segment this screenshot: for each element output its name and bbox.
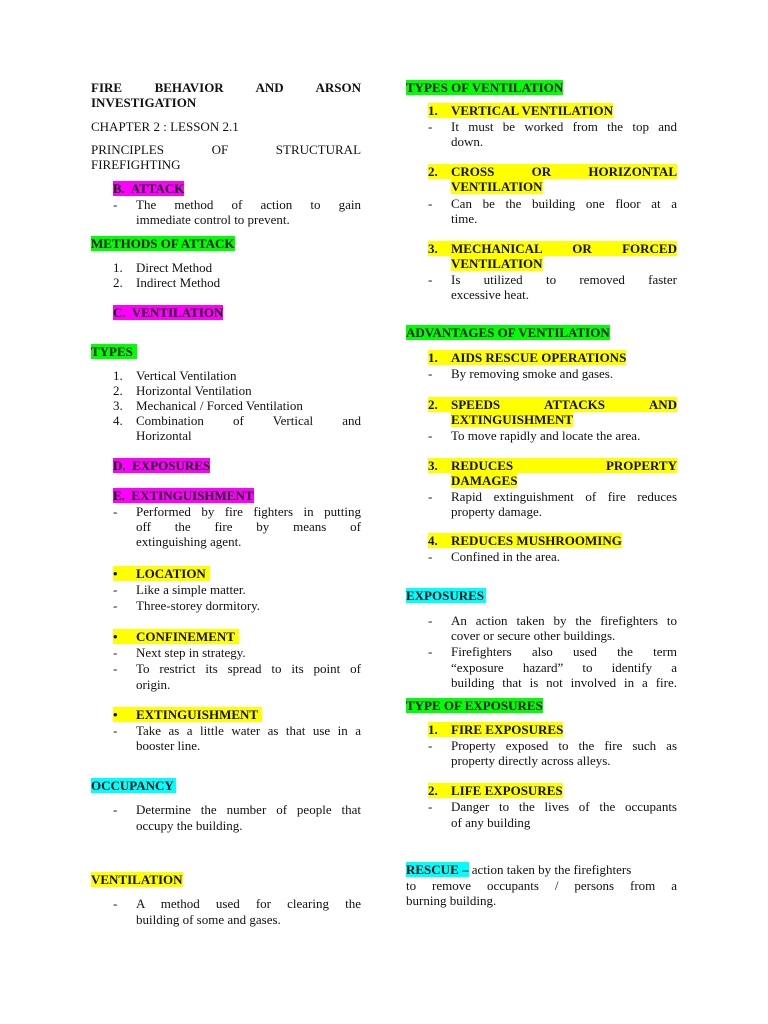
types-item: Mechanical / Forced Ventilation bbox=[136, 398, 303, 413]
dash-marker: - bbox=[113, 723, 118, 738]
bullet-marker: • bbox=[113, 566, 118, 581]
dash-marker: - bbox=[428, 196, 433, 211]
fire-exposures-line2: property directly across alleys. bbox=[451, 753, 611, 768]
exposures-heading: EXPOSURES bbox=[406, 588, 485, 603]
ventilation-c-heading: C. VENTILATION bbox=[113, 305, 224, 320]
principles-line1: PRINCIPLES OF STRUCTURAL bbox=[91, 142, 362, 157]
number-marker: 2. bbox=[428, 164, 438, 179]
ventilation-heading: VENTILATION bbox=[91, 872, 183, 887]
number-marker: 3. bbox=[113, 398, 123, 413]
dash-marker: - bbox=[113, 661, 118, 676]
fire-exposures-title: 1. FIRE EXPOSURES bbox=[428, 722, 564, 737]
number-marker: 1. bbox=[428, 350, 438, 365]
confinement-item: Next step in strategy. bbox=[136, 645, 246, 660]
vertical-ventilation-line2: down. bbox=[451, 134, 484, 149]
confinement-item2-line2: origin. bbox=[136, 677, 171, 692]
number-marker: 2. bbox=[428, 783, 438, 798]
number-marker: 4. bbox=[428, 533, 438, 548]
types-ventilation-heading: TYPES OF VENTILATION bbox=[406, 80, 564, 95]
number-marker: 1. bbox=[113, 368, 123, 383]
mechanical-ventilation-title-line1: 3. MECHANICAL OR FORCED bbox=[428, 241, 677, 256]
doc-title-line2: INVESTIGATION bbox=[91, 95, 197, 110]
number-marker: 1. bbox=[428, 103, 438, 118]
rescue-label: RESCUE – bbox=[406, 862, 469, 877]
dash-marker: - bbox=[428, 272, 433, 287]
principles-line2: FIREFIGHTING bbox=[91, 157, 181, 172]
mechanical-ventilation-line2: excessive heat. bbox=[451, 287, 529, 302]
bullet-marker: • bbox=[113, 629, 118, 644]
extinguishment-e-line3: extinguishing agent. bbox=[136, 534, 242, 549]
dash-marker: - bbox=[428, 549, 433, 564]
speeds-attacks-title-line2: EXTINGUISHMENT bbox=[451, 412, 574, 427]
exposures-b-line1: Firefighters also used the term bbox=[451, 644, 677, 659]
attack-text-line1: The method of action to gain bbox=[136, 197, 361, 212]
number-marker: 3. bbox=[428, 458, 438, 473]
dash-marker: - bbox=[428, 428, 433, 443]
confinement-item2-line1: To restrict its spread to its point of bbox=[136, 661, 361, 676]
extinguishment-line1: Take as a little water as that use in a bbox=[136, 723, 361, 738]
dash-marker: - bbox=[113, 645, 118, 660]
aids-rescue-title: 1. AIDS RESCUE OPERATIONS bbox=[428, 350, 627, 365]
extinguishment-e-heading: E. EXTINGUISHMENT bbox=[113, 488, 254, 503]
extinguishment-e-line1: Performed by fire fighters in putting bbox=[136, 504, 361, 519]
types-heading: TYPES bbox=[91, 344, 137, 359]
location-item: Like a simple matter. bbox=[136, 582, 246, 597]
number-marker: 2. bbox=[428, 397, 438, 412]
dash-marker: - bbox=[113, 896, 118, 911]
mechanical-ventilation-line1: Is utilized to removed faster bbox=[451, 272, 677, 287]
dash-marker: - bbox=[428, 489, 433, 504]
doc-title-line1: FIRE BEHAVIOR AND ARSON bbox=[91, 80, 361, 95]
rescue-line1: RESCUE – action taken by the firefighters bbox=[406, 862, 632, 877]
dash-marker: - bbox=[113, 197, 118, 212]
life-exposures-title: 2. LIFE EXPOSURES bbox=[428, 783, 563, 798]
number-marker: 1. bbox=[113, 260, 123, 275]
cross-ventilation-line2: time. bbox=[451, 211, 478, 226]
dash-marker: - bbox=[113, 582, 118, 597]
number-marker: 2. bbox=[113, 383, 123, 398]
dash-marker: - bbox=[428, 644, 433, 659]
dash-marker: - bbox=[113, 802, 118, 817]
number-marker: 4. bbox=[113, 413, 123, 428]
rescue-line3: burning building. bbox=[406, 893, 497, 908]
methods-item: Direct Method bbox=[136, 260, 213, 275]
location-heading: • LOCATION bbox=[113, 566, 210, 581]
number-marker: 1. bbox=[428, 722, 438, 737]
occupancy-heading: OCCUPANCY bbox=[91, 778, 174, 793]
dash-marker: - bbox=[428, 613, 433, 628]
types-item-cont: Horizontal bbox=[136, 428, 192, 443]
reduces-property-line1: Rapid extinguishment of fire reduces bbox=[451, 489, 677, 504]
reduces-property-title-line2: DAMAGES bbox=[451, 473, 518, 488]
methods-item: Indirect Method bbox=[136, 275, 221, 290]
reduces-property-title-line1: 3. REDUCES PROPERTY bbox=[428, 458, 677, 473]
dash-marker: - bbox=[113, 598, 118, 613]
cross-ventilation-title-line1: 2. CROSS OR HORIZONTAL bbox=[428, 164, 677, 179]
location-item: Three-storey dormitory. bbox=[136, 598, 261, 613]
reduces-mushrooming-title: 4. REDUCES MUSHROOMING bbox=[428, 533, 622, 548]
exposures-a-line2: cover or secure other buildings. bbox=[451, 628, 616, 643]
types-item: Combination of Vertical and bbox=[136, 413, 361, 428]
types-item: Horizontal Ventilation bbox=[136, 383, 252, 398]
extinguishment-line2: booster line. bbox=[136, 738, 201, 753]
methods-heading: METHODS OF ATTACK bbox=[91, 236, 235, 251]
exposures-a-line1: An action taken by the firefighters to bbox=[451, 613, 677, 628]
extinguishment-e-line2: off the fire by means of bbox=[136, 519, 361, 534]
occupancy-line2: occupy the building. bbox=[136, 818, 243, 833]
cross-ventilation-line1: Can be the building one floor at a bbox=[451, 196, 677, 211]
advantages-heading: ADVANTAGES OF VENTILATION bbox=[406, 325, 610, 340]
dash-marker: - bbox=[428, 119, 433, 134]
life-exposures-line1: Danger to the lives of the occupants bbox=[451, 799, 677, 814]
life-exposures-line2: of any building bbox=[451, 815, 531, 830]
cross-ventilation-title-line2: VENTILATION bbox=[451, 179, 543, 194]
occupancy-line1: Determine the number of people that bbox=[136, 802, 361, 817]
speeds-attacks-line1: To move rapidly and locate the area. bbox=[451, 428, 641, 443]
vertical-ventilation-line1: It must be worked from the top and bbox=[451, 119, 677, 134]
chapter-label: CHAPTER 2 : LESSON 2.1 bbox=[91, 119, 239, 134]
reduces-property-line2: property damage. bbox=[451, 504, 542, 519]
ventilation-line2: building of some and gases. bbox=[136, 912, 281, 927]
rescue-line2: to remove occupants / persons from a bbox=[406, 878, 677, 893]
reduces-mushrooming-line1: Confined in the area. bbox=[451, 549, 561, 564]
attack-text-line2: immediate control to prevent. bbox=[136, 212, 290, 227]
confinement-heading: • CONFINEMENT bbox=[113, 629, 239, 644]
extinguishment-heading: • EXTINGUISHMENT bbox=[113, 707, 262, 722]
dash-marker: - bbox=[428, 799, 433, 814]
attack-heading: B. ATTACK bbox=[113, 181, 185, 196]
bullet-marker: • bbox=[113, 707, 118, 722]
type-exposures-heading: TYPE OF EXPOSURES bbox=[406, 698, 543, 713]
types-item: Vertical Ventilation bbox=[136, 368, 237, 383]
number-marker: 3. bbox=[428, 241, 438, 256]
ventilation-line1: A method used for clearing the bbox=[136, 896, 361, 911]
aids-rescue-line1: By removing smoke and gases. bbox=[451, 366, 614, 381]
speeds-attacks-title-line1: 2. SPEEDS ATTACKS AND bbox=[428, 397, 677, 412]
exposures-b-line2: “exposure hazard” to identify a bbox=[451, 660, 677, 675]
dash-marker: - bbox=[113, 504, 118, 519]
mechanical-ventilation-title-line2: VENTILATION bbox=[451, 256, 543, 271]
exposures-b-line3: building that is not involved in a fire. bbox=[451, 675, 677, 690]
fire-exposures-line1: Property exposed to the fire such as bbox=[451, 738, 677, 753]
exposures-d-heading: D. EXPOSURES bbox=[113, 458, 211, 473]
vertical-ventilation-title: 1. VERTICAL VENTILATION bbox=[428, 103, 613, 118]
number-marker: 2. bbox=[113, 275, 123, 290]
dash-marker: - bbox=[428, 366, 433, 381]
dash-marker: - bbox=[428, 738, 433, 753]
